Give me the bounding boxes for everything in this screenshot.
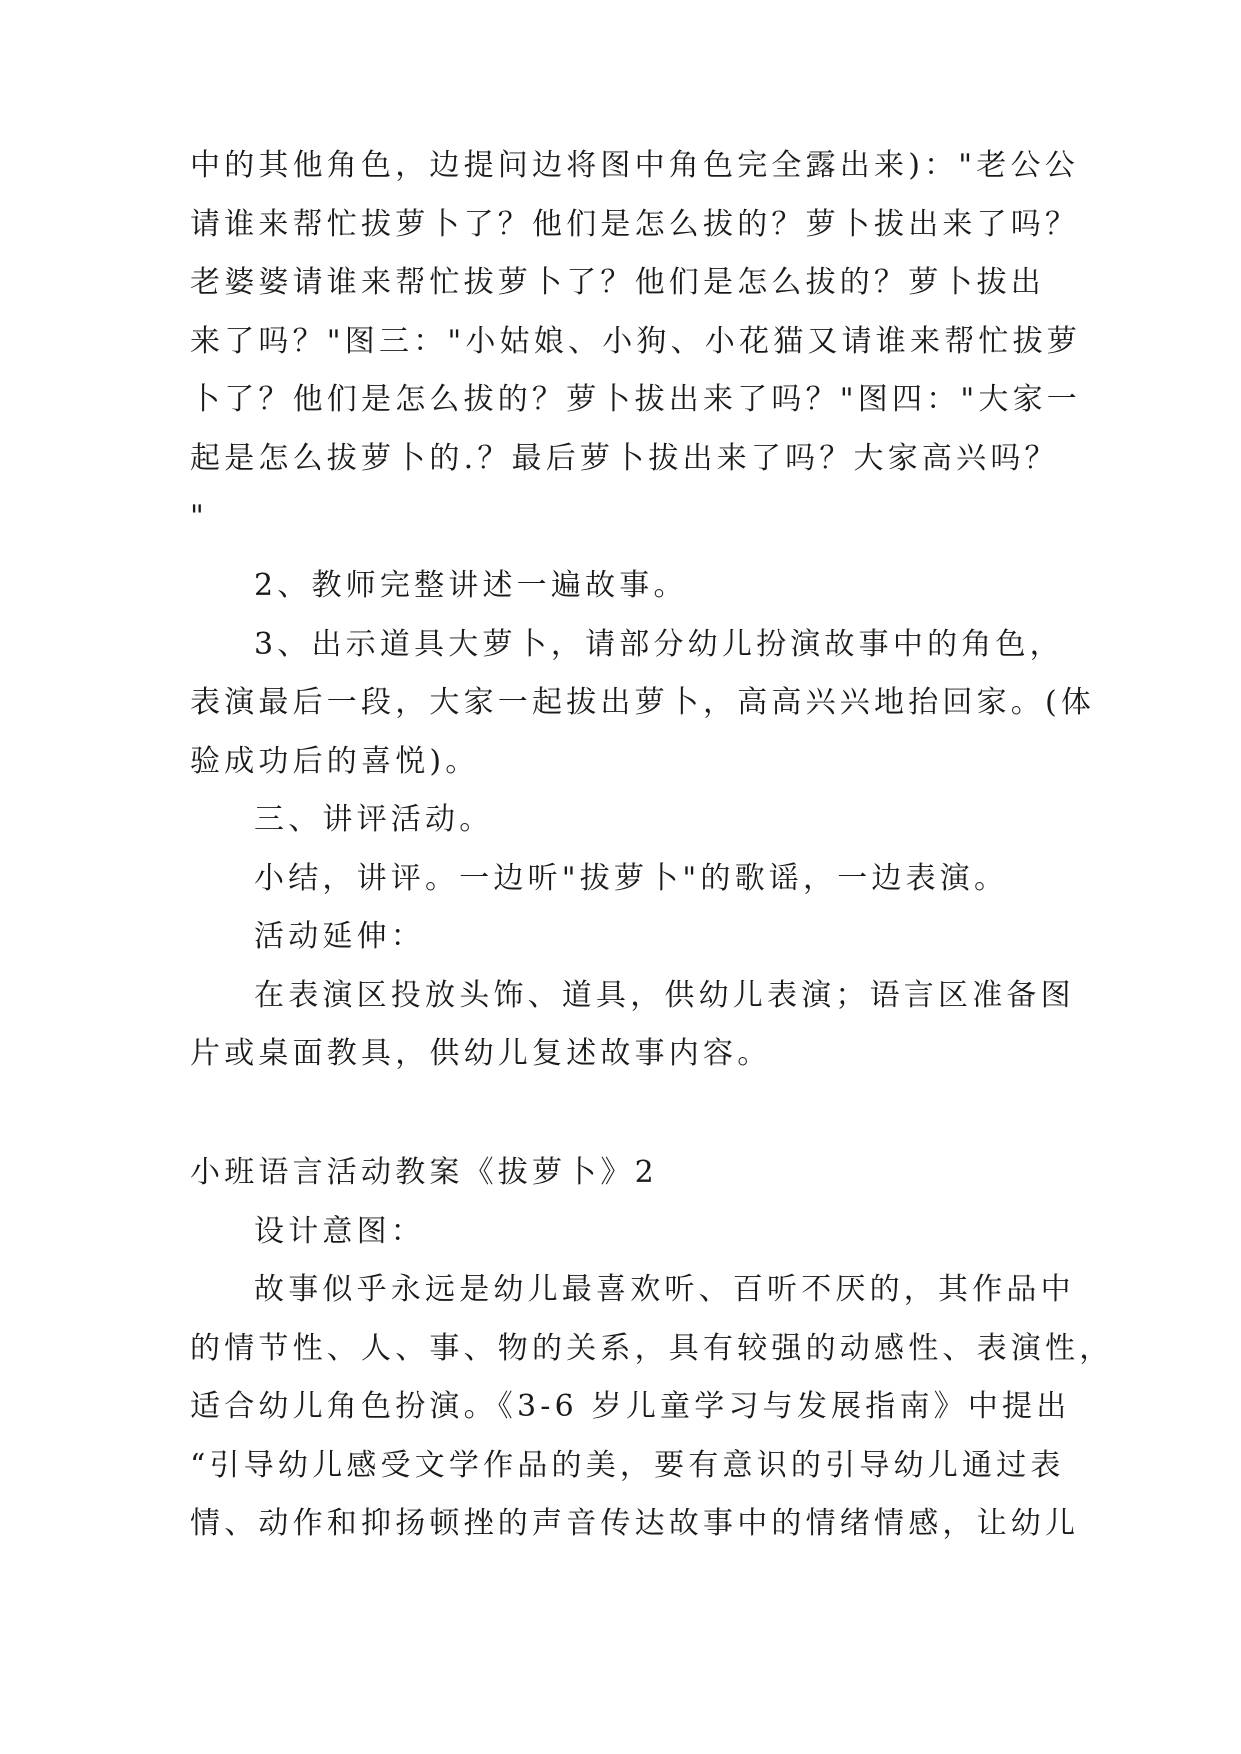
text-line: 适合幼儿角色扮演。《3-6 岁儿童学习与发展指南》中提出 <box>190 1389 1071 1424</box>
text-line: 小班语言活动教案《拔萝卜》2 <box>190 1155 658 1190</box>
opening-paragraph <box>190 137 1081 547</box>
steps-block <box>190 557 1096 1084</box>
text-line: 设计意图： <box>254 1213 425 1249</box>
text-line: 验成功后的喜悦)。 <box>190 743 480 779</box>
text-line: 表演最后一段，大家一起拔出萝卜，高高兴兴地抬回家。(体 <box>190 685 1096 720</box>
text-line: 的情节性、人、事、物的关系，具有较强的动感性、表演性， <box>190 1330 1114 1366</box>
summary-paragraph <box>190 850 1050 909</box>
extension-heading <box>190 908 1050 967</box>
text-line: 三、讲评活动。 <box>254 802 494 837</box>
text-line: 活动延伸： <box>254 919 425 954</box>
text-line: 在表演区投放头饰、道具，供幼儿表演；语言区准备图 <box>254 977 1075 1013</box>
text-line: 情、动作和抑扬顿挫的声音传达故事中的情绪情感，让幼儿 <box>190 1506 1080 1541</box>
extension-paragraph <box>190 967 1075 1084</box>
text-line: 3、出示道具大萝卜，请部分幼儿扮演故事中的角色， <box>254 626 1064 662</box>
text-line: " <box>190 499 208 534</box>
text-line: 中的其他角色，边提问边将图中角色完全露出来)："老公公 <box>190 148 1079 183</box>
text-line: 2、教师完整讲述一遍故事。 <box>254 568 688 603</box>
text-line: 卜了？他们是怎么拔的？萝卜拔出来了吗？"图四："大家一 <box>190 382 1081 417</box>
section-3-heading <box>190 791 1050 850</box>
text-line: “引导幼儿感受文学作品的美，要有意识的引导幼儿通过表 <box>190 1447 1065 1483</box>
text-line: 片或桌面教具，供幼儿复述故事内容。 <box>190 1036 772 1071</box>
design-intent-paragraph <box>190 1261 1114 1554</box>
text-line: 起是怎么拔萝卜的.？最后萝卜拔出来了吗？大家高兴吗？ <box>190 440 1059 476</box>
text-line: 请谁来帮忙拔萝卜了？他们是怎么拔的？萝卜拔出来了吗？ <box>190 206 1080 242</box>
lesson-2-section <box>190 1144 1114 1554</box>
text-line: 老婆婆请谁来帮忙拔萝卜了？他们是怎么拔的？萝卜拔出 <box>190 265 1045 300</box>
lesson-2-title <box>190 1144 1050 1203</box>
text-line: 小结，讲评。一边听"拔萝卜"的歌谣，一边表演。 <box>254 860 1009 896</box>
step-2-paragraph <box>190 557 1050 616</box>
text-line: 来了吗？"图三："小姑娘、小狗、小花猫又请谁来帮忙拔萝 <box>190 323 1081 359</box>
text-line: 故事似乎永远是幼儿最喜欢听、百听不厌的，其作品中 <box>254 1272 1075 1307</box>
step-3-paragraph <box>190 616 1096 792</box>
question-paragraph <box>190 137 1081 547</box>
design-intent-heading <box>190 1203 1050 1262</box>
